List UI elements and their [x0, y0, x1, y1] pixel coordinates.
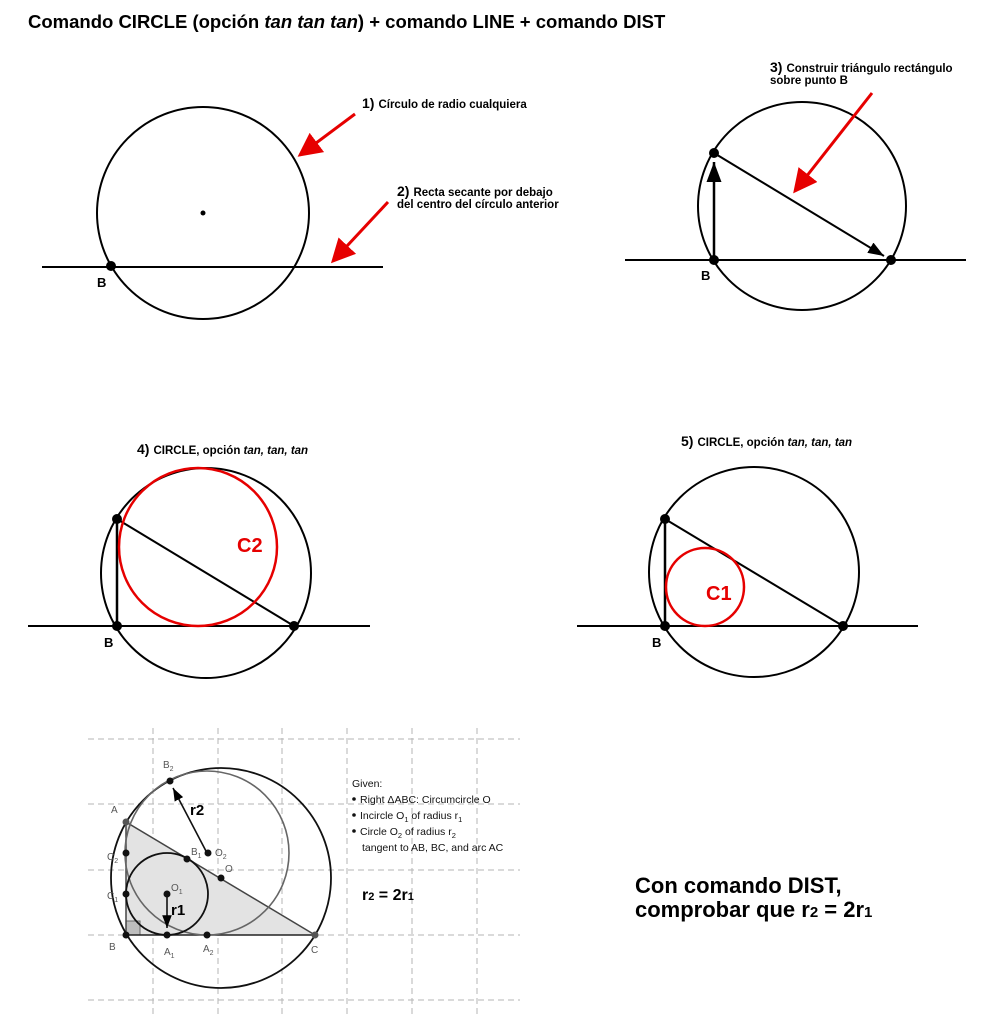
triangle-hypotenuse-arrow: [714, 153, 884, 256]
tangent-circle-c1: [666, 548, 744, 626]
point-b-dot: [106, 261, 116, 271]
step-4-label: 4) CIRCLE, opción tan, tan, tan: [137, 441, 309, 457]
label-b1: B1: [191, 847, 202, 860]
point-b-label: B: [104, 635, 114, 650]
bullet-icon: [352, 797, 356, 801]
point-b-dot: [660, 621, 670, 631]
given-list: [352, 778, 504, 854]
diagram-step-4: [28, 441, 370, 678]
red-arrow-icon: [333, 202, 388, 261]
given-item-3: Circle O2 of radius r2: [360, 826, 456, 840]
given-item-2: Incircle O1 of radius r1: [360, 810, 463, 824]
triangle-vertex-dot: [112, 514, 122, 524]
r2-label: r2: [190, 802, 205, 819]
label-a2: A2: [203, 944, 214, 957]
point-b-dot: [709, 255, 719, 265]
point-b-label: B: [97, 275, 107, 290]
page-title: Comando CIRCLE (opción tan tan tan) + comando LINE + comando DIST: [28, 11, 666, 32]
triangle-hypotenuse: [117, 519, 294, 626]
triangle-vertex-dot: [886, 255, 896, 265]
step-1-label: 1) Círculo de radio cualquiera: [362, 95, 527, 111]
label-o2: O2: [215, 848, 227, 861]
conclusion-line-2: comprobar que r2 = 2r1: [635, 897, 873, 922]
triangle-vertex-dot: [838, 621, 848, 631]
step-3-label: 3) Construir triángulo rectángulo: [770, 59, 953, 75]
bullet-icon: [352, 829, 356, 833]
bullet-icon: [352, 813, 356, 817]
conclusion-line-1: Con comando DIST,: [635, 873, 842, 898]
label-c1: C1: [107, 891, 119, 904]
triangle-vertex-dot: [709, 148, 719, 158]
circle-center-dot: [201, 211, 206, 216]
given-heading: Given:: [352, 778, 383, 790]
r1-label: r1: [171, 902, 186, 919]
triangle-vertex-dot: [660, 514, 670, 524]
reference-figure: [88, 728, 520, 1015]
step-3-label-line2: sobre punto B: [770, 75, 848, 87]
red-arrow-icon: [300, 114, 355, 155]
diagram-step-1-2: [42, 95, 559, 319]
triangle-hypotenuse: [665, 519, 843, 626]
label-c2: C2: [107, 852, 119, 865]
label-a: A: [111, 805, 118, 816]
point-b-label: B: [701, 268, 711, 283]
figure-equation: r2 = 2r1: [362, 887, 414, 904]
diagram-step-5: [577, 433, 918, 677]
label-b: B: [109, 942, 116, 953]
step-2-label: 2) Recta secante por debajo: [397, 183, 553, 199]
diagram-step-3: [625, 59, 966, 310]
triangle-vertex-dot: [289, 621, 299, 631]
label-a1: A1: [164, 947, 175, 960]
circle-c2-label: C2: [237, 535, 263, 557]
label-o: O: [225, 864, 233, 875]
circle-c1-label: C1: [706, 583, 732, 605]
radius-r2-arrow: [173, 788, 207, 853]
given-item-1: Right ΔABC: Circumcircle O: [360, 794, 491, 806]
step-5-label: 5) CIRCLE, opción tan, tan, tan: [681, 433, 853, 449]
point-b-label: B: [652, 635, 662, 650]
label-o1: O1: [171, 883, 183, 896]
point-b-dot: [112, 621, 122, 631]
step-2-label-line2: del centro del círculo anterior: [397, 199, 559, 211]
label-b2: B2: [163, 760, 174, 773]
label-c: C: [311, 945, 319, 956]
given-item-3-line2: tangent to AB, BC, and arc AC: [362, 842, 504, 854]
